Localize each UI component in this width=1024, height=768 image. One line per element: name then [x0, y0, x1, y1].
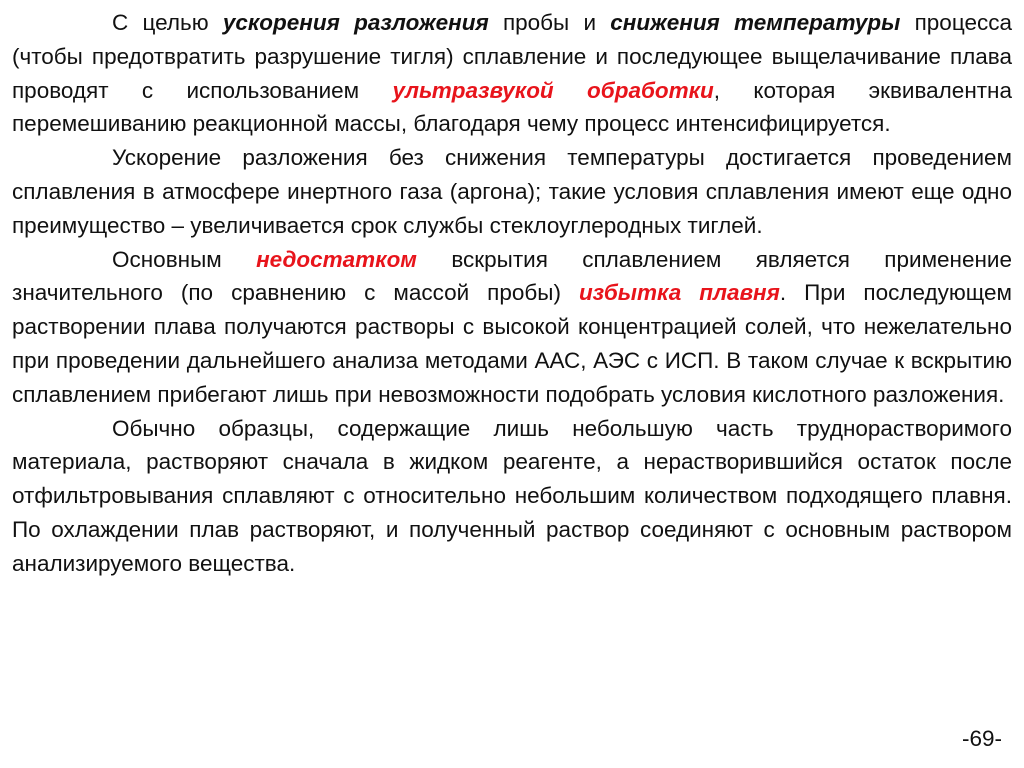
- text-segment: Обычно образцы, содержащие лишь небольшую часть труднорастворимого материала, растворяют сначала в жидком реагенте, а нерастворившийся остаток после отфильтровывания сплавляют с относительно небольшим количеством подходящего плавня. По охлаждении плав растворяют, и полученный раствор соединяют с основным раствором анализируемого вещества.: [12, 415, 1012, 576]
- text-segment: С целью: [112, 10, 223, 35]
- highlight-drawback: недостатком: [256, 246, 417, 272]
- text-segment: . При последующем растворении плава получаются растворы с высокой концентрацией солей, что нежелательно при проведении дальнейшего анализа методами ААС, АЭС с ИСП. В таком случае к вскрытию сплавлением прибегают лишь при невозможности подобрать условия кислотного разложения.: [12, 280, 1012, 407]
- emphasis-temperature: снижения температуры: [610, 10, 901, 35]
- paragraph-2: [12, 141, 1012, 242]
- page-number: -69-: [961, 726, 1002, 751]
- paragraph-4: [12, 412, 1012, 581]
- text-segment: Основным: [112, 246, 257, 272]
- document-page: [12, 0, 1012, 768]
- text-segment: пробы и: [488, 10, 611, 35]
- highlight-flux-excess: избытка плавня: [578, 280, 780, 306]
- paragraph-1: [12, 0, 1012, 141]
- paragraph-3: [12, 243, 1012, 412]
- text-segment: процесса (чтобы предотвратить разрушение тигля) сплавление и последующее выщелачивание плава проводят с использованием: [12, 10, 1012, 103]
- text-segment: вскрытия сплавлением является применение значительного (по сравнению с массой пробы): [12, 246, 1012, 306]
- emphasis-acceleration: ускорения разложения: [222, 10, 489, 35]
- highlight-ultrasound: ультразвукой обработки: [392, 77, 714, 103]
- text-segment: Ускорение разложения без снижения температуры достигается проведением сплавления в атмосфере инертного газа (аргона); такие условия сплавления имеют еще одно преимущество – увеличивается срок службы стеклоуглеродных тиглей.: [12, 145, 1012, 238]
- text-segment: , которая эквивалентна перемешиванию реакционной массы, благодаря чему процесс интенсифицируется.: [12, 77, 1012, 137]
- text-body: [12, 0, 1012, 581]
